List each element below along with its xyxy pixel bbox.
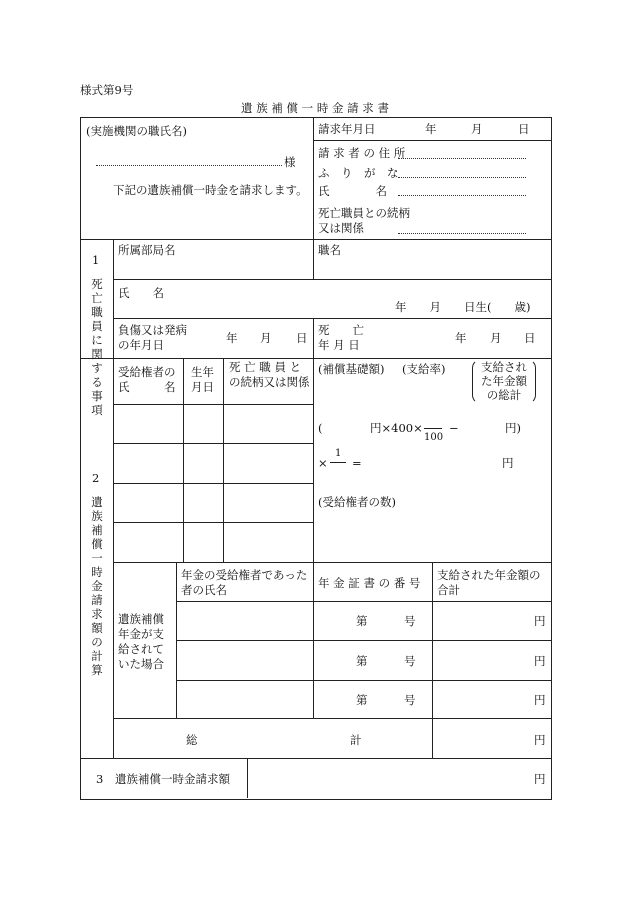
rate-fraction-bar [424, 428, 442, 429]
header-divider [313, 117, 314, 239]
cert-number-col: 年 金 証 書 の 番 号 [318, 576, 421, 590]
holder-birth-col: 生年月日 [191, 365, 214, 394]
holder-name-col: 受給権者の氏 名 [118, 365, 176, 394]
pension-holder-cell-2[interactable] [177, 641, 312, 679]
holder-name-cell-3[interactable] [114, 484, 182, 521]
pension-holder-cell-1[interactable] [177, 602, 312, 639]
holders-fraction-bar [330, 462, 346, 463]
section2-vertical-label: 遺族補償一時金請求額の計算 [91, 495, 103, 677]
total-label-kei: 計 [350, 733, 362, 747]
birth-date-label: 年 月 日生( 歳) [395, 300, 531, 314]
furigana-field[interactable] [398, 177, 526, 178]
claimant-address-field[interactable] [398, 158, 526, 159]
deceased-name-label: 氏 名 [118, 286, 164, 300]
relation-label: 死亡職員との続柄又は関係 [318, 206, 410, 235]
agency-label: (実施機関の職氏名) [86, 124, 187, 138]
injury-date-label: 負傷又は発病の年月日 [118, 323, 187, 352]
section1-vertical-label: 死亡職員に関する事項 [91, 277, 103, 417]
post-label: 職名 [318, 243, 341, 257]
paid-sum-col: 支給された年金額の合計 [437, 568, 541, 597]
claimant-name-label: 氏 名 [318, 184, 387, 198]
holder-name-cell-4[interactable] [114, 523, 182, 561]
claimant-name-field[interactable] [398, 195, 526, 196]
dept-label: 所属部局名 [118, 243, 176, 257]
holder-name-cell-1[interactable] [114, 405, 182, 442]
holders-fraction-numerator: 1 [335, 448, 342, 459]
form-title: 遺 族 補 償 一 時 金 請 求 書 [241, 101, 389, 115]
section3-yen: 円 [534, 772, 546, 786]
section3-number: 3 [96, 772, 104, 786]
relation-field[interactable] [398, 233, 526, 234]
request-text: 下記の遺族補償一時金を請求します。 [113, 183, 308, 197]
pension-holder-cell-3[interactable] [177, 681, 312, 717]
total-yen: 円 [534, 733, 546, 747]
claimant-address-label: 請 求 者 の 住 所 [318, 146, 406, 160]
holders-count-label: (受給権者の数) [318, 495, 396, 509]
lump-sum-amount-field[interactable] [248, 759, 550, 797]
paid-total-label: 支給された年金額の総計 [481, 360, 527, 402]
death-date-label: 死 亡 年 月 日 [318, 323, 364, 352]
holder-name-cell-2[interactable] [114, 444, 182, 482]
rate-denominator: 100 [424, 432, 444, 443]
form-number: 様式第9号 [80, 83, 134, 97]
section3-label: 遺族補償一時金請求額 [115, 772, 230, 786]
pension-holder-col: 年金の受給権者であった者の氏名 [181, 568, 308, 597]
holder-relation-col: 死 亡 職 員 との続柄又は関係 [229, 360, 310, 389]
sama-suffix: 様 [284, 155, 296, 169]
formula-yen-times-400: 円×400× [370, 421, 423, 435]
pension-case-label: 遺族補償年金が支給されていた場合 [118, 612, 164, 671]
furigana-label: ふ り が な [318, 166, 399, 180]
section1-number: 1 [92, 253, 100, 267]
base-amount-label: (補償基礎額) [318, 362, 385, 376]
rate-label: (支給率) [402, 362, 446, 376]
claim-date-label: 請求年月日 [318, 122, 376, 136]
section2-number: 2 [92, 471, 100, 485]
agency-name-field[interactable] [96, 165, 282, 166]
total-label-so: 総 [186, 733, 198, 747]
